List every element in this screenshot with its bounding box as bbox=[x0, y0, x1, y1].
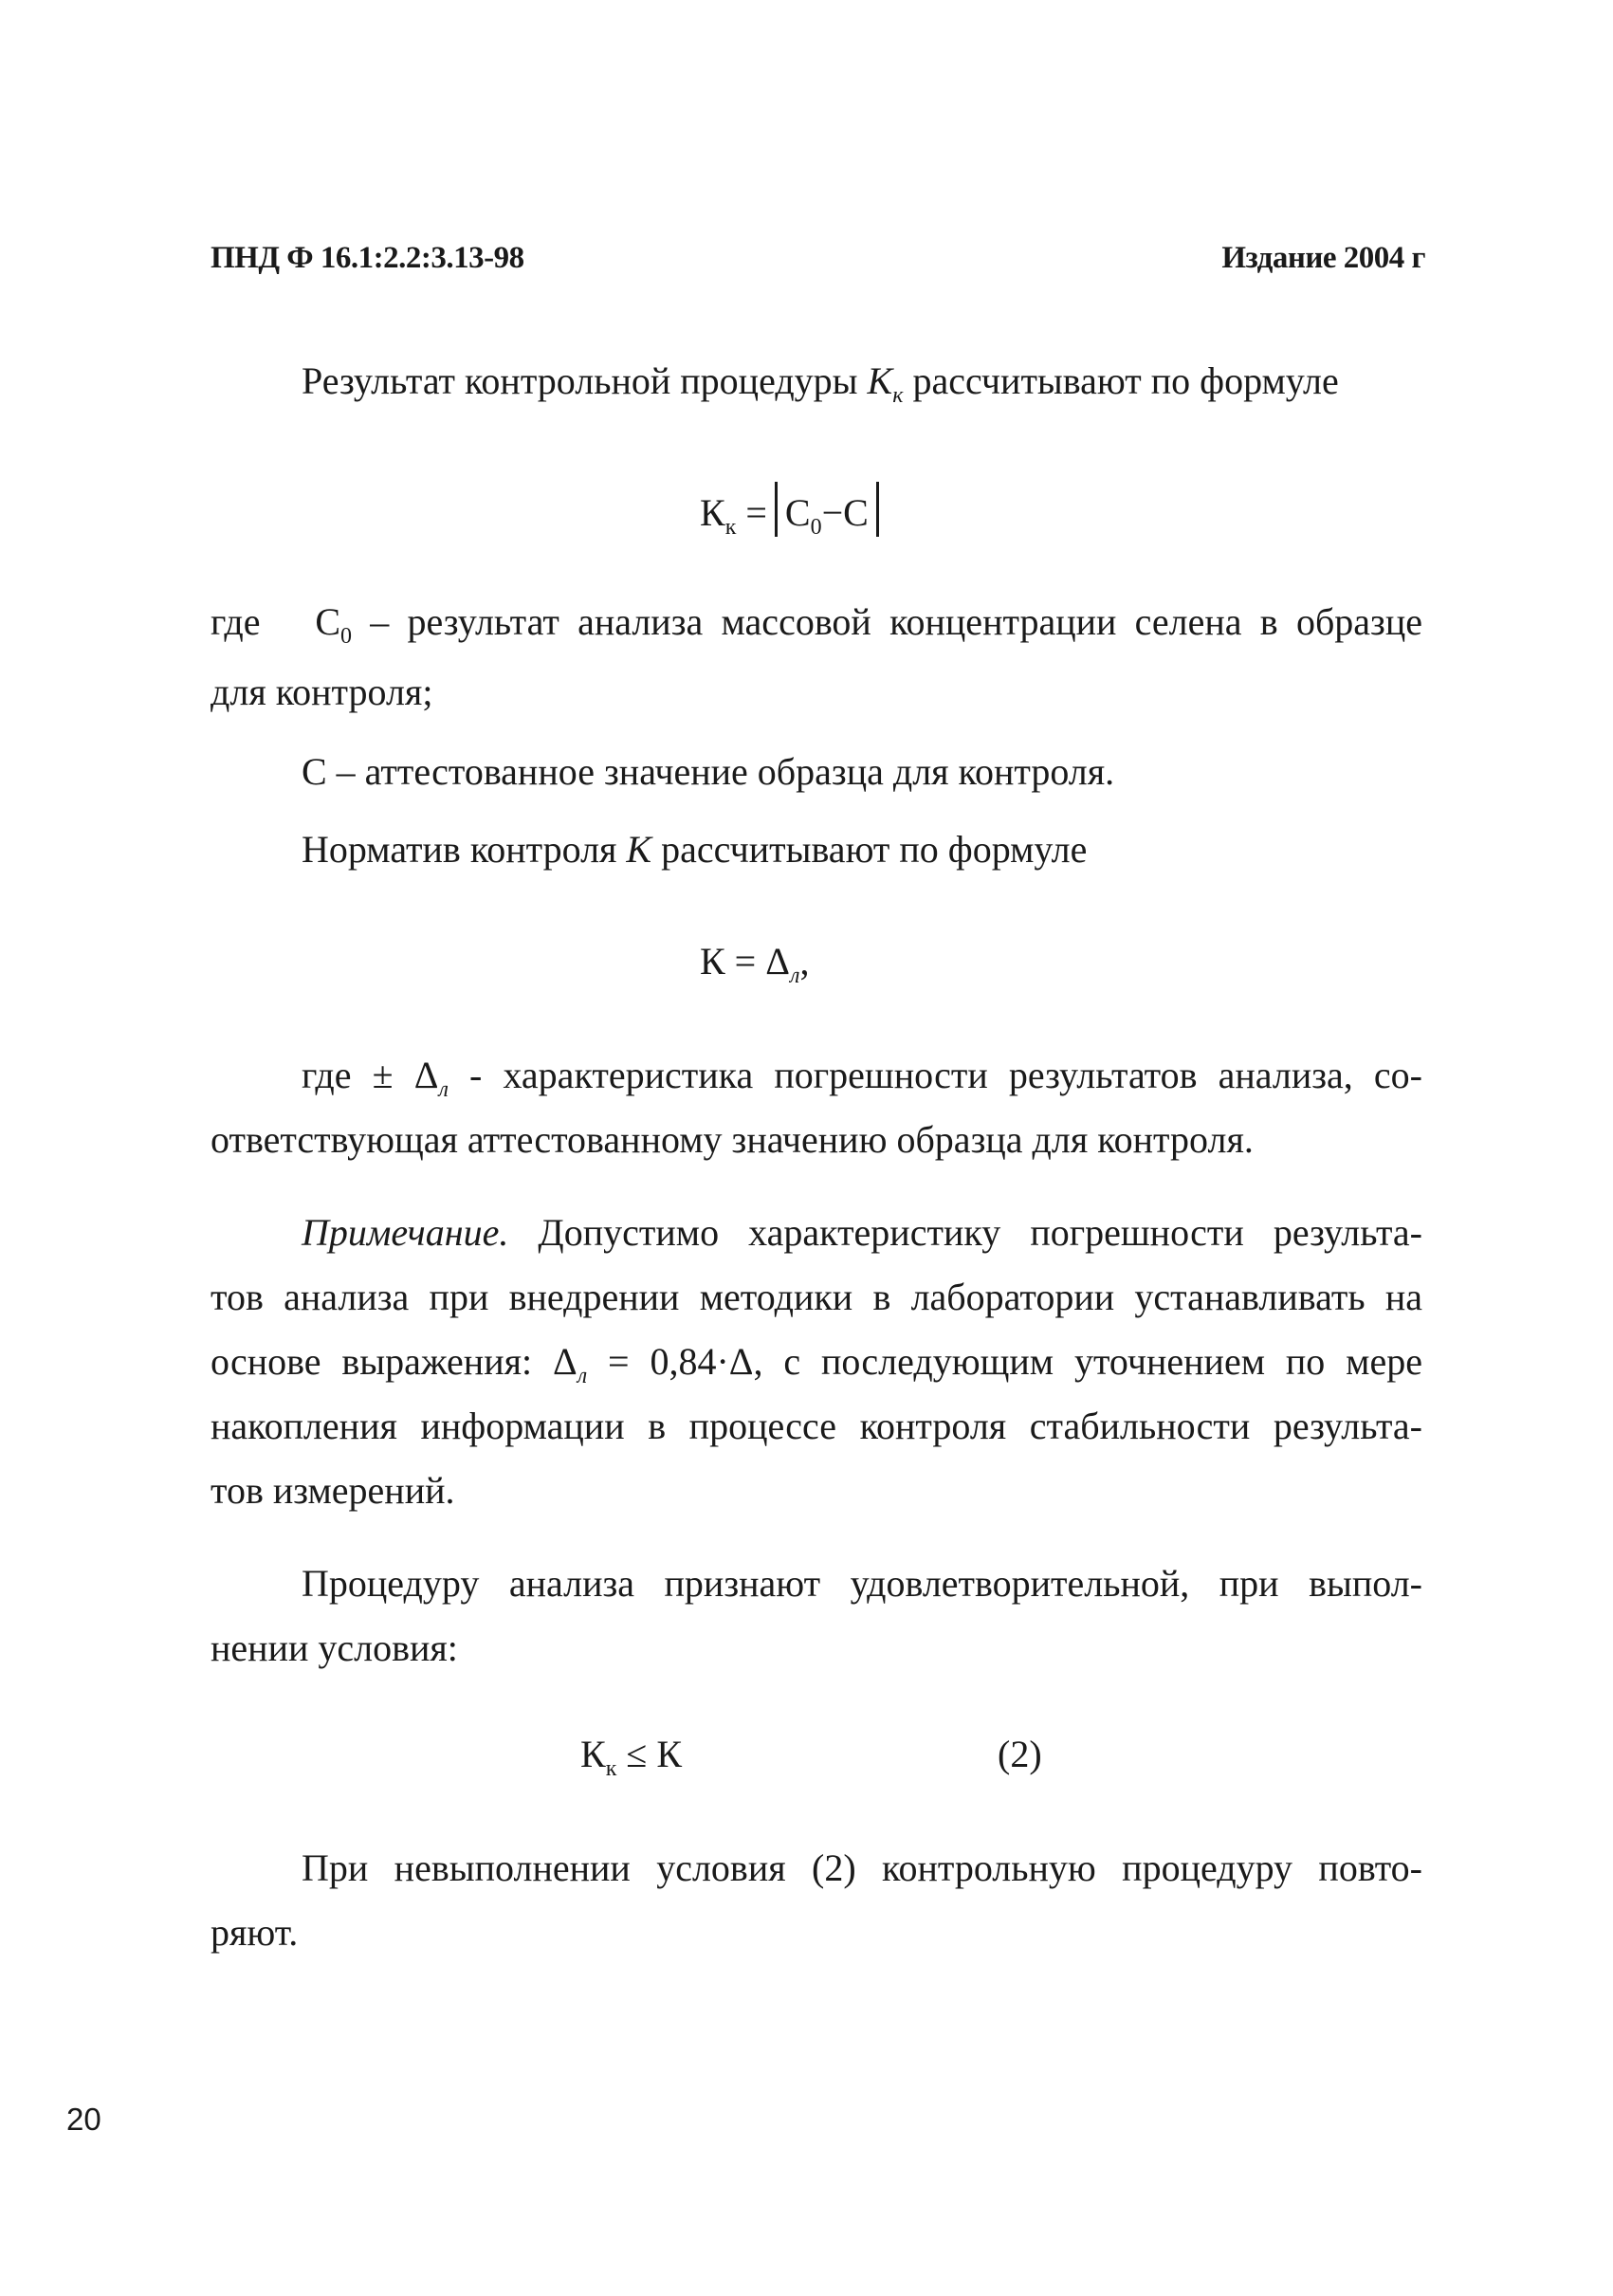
page-number: 20 bbox=[66, 2102, 101, 2137]
final-line-2: ряют. bbox=[211, 1911, 299, 1954]
paragraph-control-standard: Норматив контроля K рассчитывают по формуле bbox=[302, 828, 1088, 871]
note-line-1: Примечание. Допустимо характеристику погрешности результа- bbox=[302, 1211, 1422, 1254]
formula-condition: $К_к \le К$ bbox=[580, 1733, 682, 1781]
definition-c: С – аттестованное значение образца для контроля. bbox=[302, 750, 1115, 793]
document-code: ПНД Ф 16.1:2.2:3.13-98 bbox=[211, 241, 524, 275]
abs-bar-left bbox=[775, 482, 778, 537]
symbol-kk: $K_к$ bbox=[867, 359, 904, 408]
equation-number: (2) bbox=[998, 1733, 1042, 1775]
definition-c0: где $С_0$ – результат анализа массовой концентрации селена в образце bbox=[211, 600, 1423, 649]
note-line-3: основе выражения: $\Delta_л = 0,84\cdot\Delta$, с последующим уточнением по мере bbox=[211, 1340, 1422, 1388]
condition-line-1: Процедуру анализа признают удовлетворительной, при выпол- bbox=[302, 1562, 1422, 1605]
formula-kk: $К_к = C_0-C$ bbox=[700, 482, 887, 550]
note-line-4: накопления информации в процессе контроля стабильности результа- bbox=[211, 1405, 1422, 1447]
formula-k: $К = \Delta_л$, bbox=[700, 940, 810, 988]
condition-line-2: нении условия: bbox=[211, 1626, 458, 1669]
paragraph-text: Результат контрольной процедуры bbox=[302, 359, 868, 402]
note-line-5: тов измерений. bbox=[211, 1469, 455, 1512]
definition-c0-continuation: для контроля; bbox=[211, 670, 433, 713]
final-line-1: При невыполнении условия (2) контрольную процедуру повто- bbox=[302, 1846, 1422, 1889]
abs-bar-right bbox=[876, 482, 879, 537]
definition-delta: где ± $\Delta_л$ - характеристика погрешности результатов анализа, со- bbox=[302, 1054, 1422, 1102]
paragraph-control-procedure bbox=[302, 358, 1339, 418]
note-label: Примечание. bbox=[302, 1211, 509, 1254]
note-line-2: тов анализа при внедрении методики в лаборатории устанавливать на bbox=[211, 1276, 1422, 1318]
paragraph-text: рассчитывают по формуле bbox=[903, 359, 1339, 402]
definition-delta-continuation: ответствующая аттестованному значению образца для контроля. bbox=[211, 1118, 1254, 1161]
edition-label: Издание 2004 г bbox=[1221, 241, 1425, 275]
symbol-k: K bbox=[626, 828, 652, 871]
